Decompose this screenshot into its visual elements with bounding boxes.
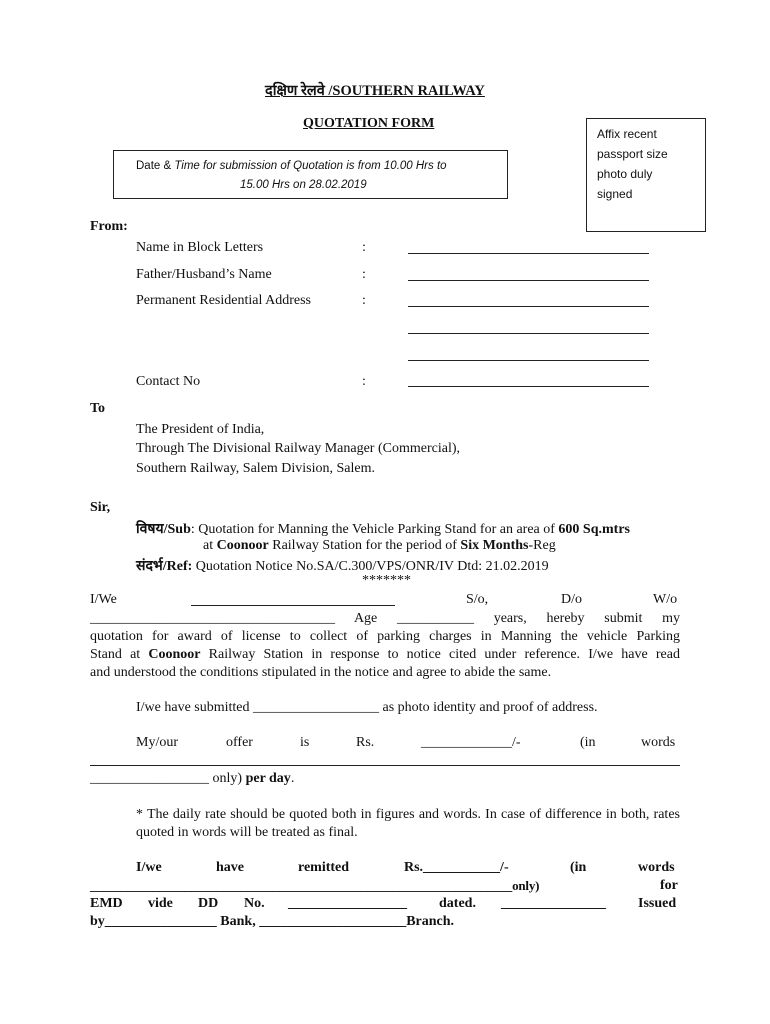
offer-words-line[interactable] [90, 765, 680, 766]
emd-word-1: EMD [90, 896, 123, 911]
name-colon: : [362, 240, 366, 255]
body-line-4-a: Stand at [90, 647, 149, 662]
subject-area: 600 Sq.mtrs [558, 522, 630, 537]
photo-line-1: Affix recent [597, 127, 657, 141]
father-name-label: Father/Husband’s Name [136, 267, 272, 282]
wo-label: W/o [653, 592, 678, 607]
remit-word-3: remitted [298, 860, 350, 875]
to-line-1: The President of India, [136, 422, 265, 437]
submission-prefix: Date & [136, 160, 172, 172]
subject-label: विषय/Sub [136, 522, 191, 537]
reference-text: Quotation Notice No.SA/C.300/VPS/ONR/IV Dtd: 21.02.2019 [192, 559, 549, 574]
photo-line-4: signed [597, 187, 633, 201]
subject-text-4: -Reg [528, 538, 556, 553]
contact-input-line[interactable] [408, 386, 649, 387]
address-input-line-3[interactable] [408, 360, 649, 361]
body-line-4-b: Railway Station in response to notice cited under reference. I/we have read [200, 647, 680, 662]
so-label: S/o, [466, 592, 489, 607]
offer-word-1: My/our [136, 735, 178, 750]
address-label: Permanent Residential Address [136, 293, 311, 308]
page-title: दक्षिण रेलवे /SOUTHERN RAILWAY [265, 83, 485, 99]
emd-word-8: Issued [638, 896, 677, 911]
photo-line-3: photo duly [597, 167, 653, 181]
reference-line [136, 556, 549, 575]
from-label: From: [90, 219, 128, 234]
body-line-5: and understood the conditions stipulated in the notice and agree to abide the same. [90, 665, 552, 680]
submission-line-1 [136, 160, 447, 172]
photo-line-2: passport size [597, 147, 668, 161]
form-title: QUOTATION FORM [303, 116, 435, 131]
to-label: To [90, 401, 106, 416]
iwe-label: I/We [90, 592, 117, 607]
per-day-blank: _________________ only) [90, 771, 246, 786]
address-input-line-1[interactable] [408, 306, 649, 307]
per-day-text: per day [245, 771, 291, 786]
photo-box [586, 118, 706, 232]
subject-station: Coonoor [216, 538, 269, 553]
offer-word-4: Rs. [356, 735, 375, 750]
contact-label: Contact No [136, 374, 201, 389]
separator: ******* [362, 573, 411, 588]
name-label: Name in Block Letters [136, 240, 264, 255]
rate-note: * The daily rate should be quoted both in figures and words. In case of difference in both, rates quoted in words will be treated as final. [136, 807, 680, 840]
address-input-line-2[interactable] [408, 333, 649, 334]
emd-word-4: No. [244, 896, 265, 911]
remit-for: for [660, 878, 678, 893]
iwe-name-line[interactable] [191, 605, 395, 606]
emd-word-2: vide [148, 896, 173, 911]
remit-word-6: words [638, 860, 675, 875]
submission-text: Time for submission of Quotation is from 10.00 Hrs to [174, 160, 447, 172]
reference-label: संदर्भ/Ref: [136, 559, 193, 574]
father-name-input-line[interactable] [408, 280, 649, 281]
subject-text-2: at [203, 538, 217, 553]
emd-word-6: dated. [439, 896, 476, 911]
remit-amount-blank[interactable]: Rs.___________/- [404, 860, 509, 875]
remit-word-1: I/we [136, 860, 162, 875]
offer-word-6: (in [580, 735, 596, 750]
age-line: ___________________________________ Age ___________ years, hereby submit my [90, 611, 680, 626]
offer-word-3: is [300, 735, 310, 750]
offer-word-2: offer [226, 735, 253, 750]
dd-date-blank[interactable]: _______________ [501, 896, 606, 911]
address-colon: : [362, 293, 366, 308]
to-line-3: Southern Railway, Salem Division, Salem. [136, 461, 376, 476]
remit-word-5: (in [570, 860, 587, 875]
per-day-period: . [290, 771, 295, 786]
to-line-2: Through The Divisional Railway Manager (Commercial), [136, 441, 460, 456]
dd-number-blank[interactable]: _________________ [288, 896, 407, 911]
submitted-line: I/we have submitted __________________ as photo identity and proof of address. [136, 700, 598, 715]
body-line-3: quotation for award of license to collect of parking charges in Manning the vehicle Parking [90, 629, 680, 644]
emd-word-3: DD [198, 896, 219, 911]
offer-amount-blank[interactable]: _____________/- [421, 735, 521, 750]
submission-line-2: 15.00 Hrs on 28.02.2019 [240, 179, 367, 191]
per-day-line [90, 771, 294, 787]
do-label: D/o [561, 592, 582, 607]
subject-text-1: : Quotation for Manning the Vehicle Parking Stand for an area of [190, 522, 559, 537]
offer-word-7: words [641, 735, 676, 750]
contact-colon: : [362, 374, 366, 389]
body-station: Coonoor [148, 647, 201, 662]
body-line-4 [90, 646, 680, 664]
remit-word-2: have [216, 860, 244, 875]
subject-text-3: Railway Station for the period of [268, 538, 461, 553]
submission-time-box [113, 150, 508, 199]
subject-line-1 [136, 519, 630, 538]
subject-period: Six Months [460, 538, 529, 553]
subject-line-2 [203, 538, 556, 554]
father-name-colon: : [362, 267, 366, 282]
remit-words-line[interactable]: ___________________________________________________________________only) [90, 878, 540, 893]
bank-branch-line[interactable]: by________________ Bank, _____________________Branch. [90, 914, 455, 929]
name-input-line[interactable] [408, 253, 649, 254]
salutation: Sir, [90, 500, 111, 515]
